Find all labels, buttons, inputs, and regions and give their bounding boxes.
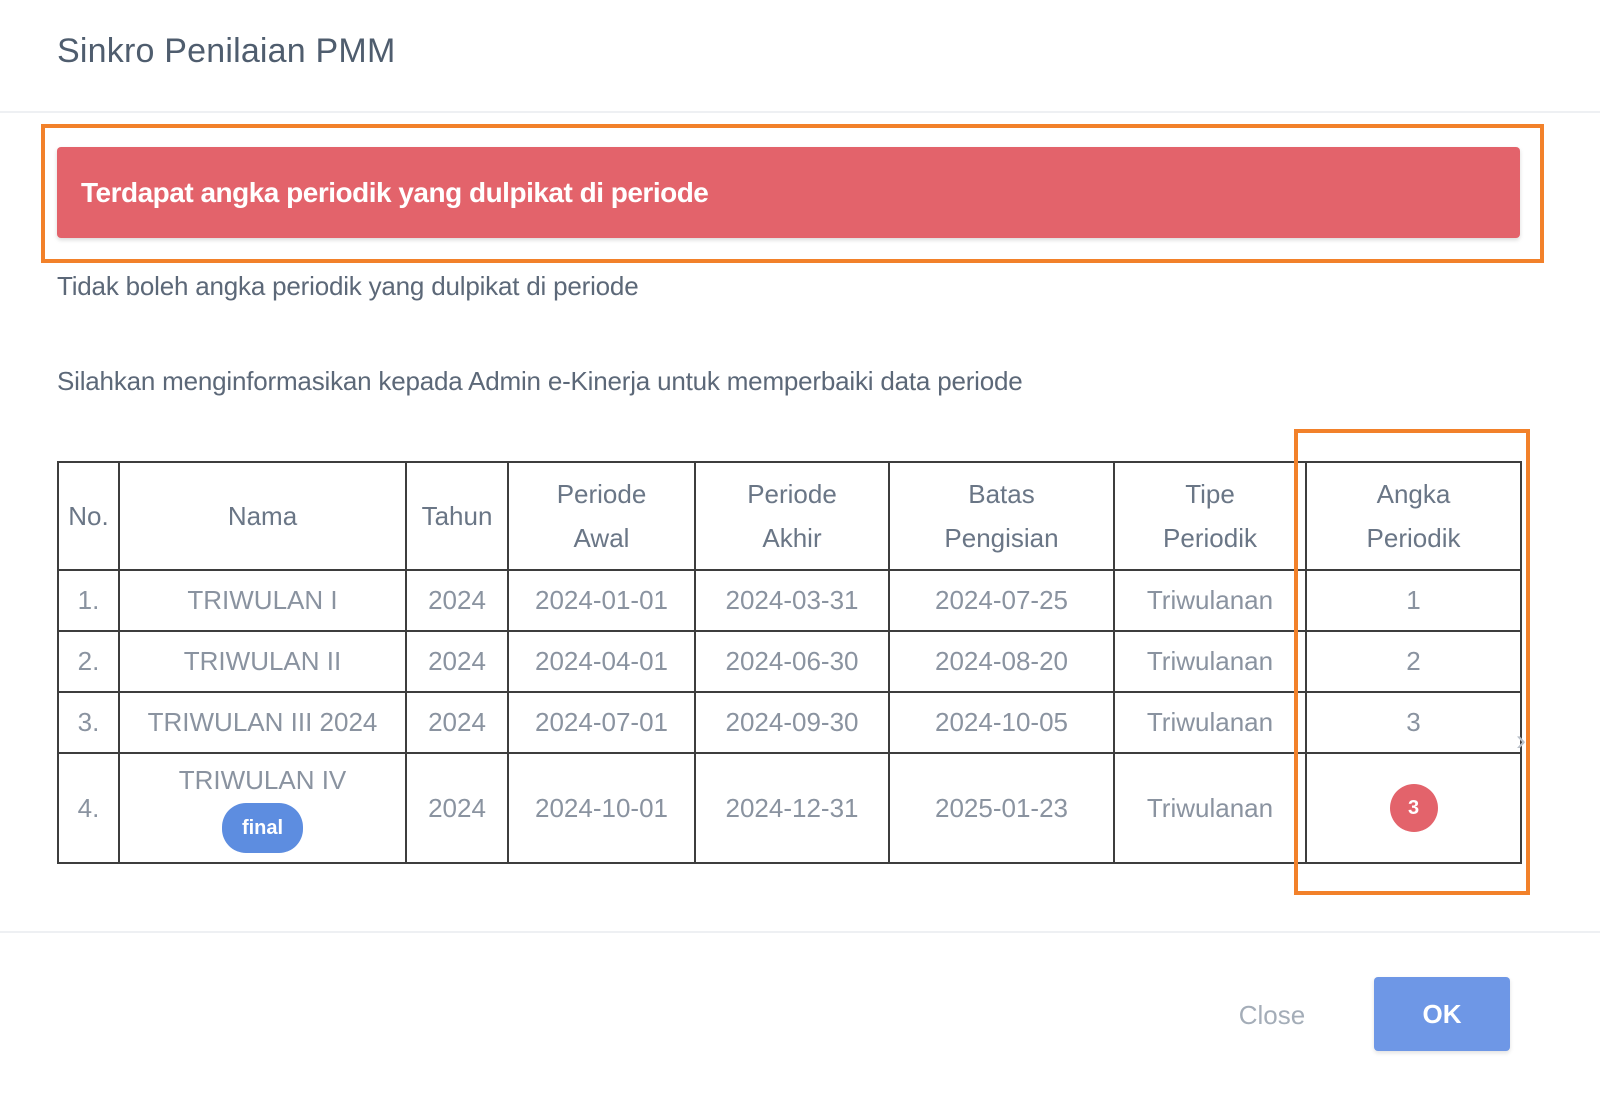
header-periode-awal[interactable]: Periode Awal (508, 462, 695, 570)
cell-nama: TRIWULAN III 2024 (119, 692, 406, 753)
cell-no: 4. (58, 753, 119, 863)
cell-tipe-periodik: Triwulanan (1114, 631, 1306, 692)
header-batas-pengisian[interactable]: Batas Pengisian (889, 462, 1114, 570)
modal-title: Sinkro Penilaian PMM (57, 32, 396, 70)
ok-button[interactable]: OK (1374, 977, 1510, 1051)
cell-tipe-periodik: Triwulanan (1114, 692, 1306, 753)
cell-periode-awal: 2024-04-01 (508, 631, 695, 692)
close-button[interactable]: Close (1222, 995, 1322, 1035)
cell-tipe-periodik: Triwulanan (1114, 570, 1306, 631)
cell-angka-periodik: 1 (1306, 570, 1521, 631)
header-periode-akhir[interactable]: Periode Akhir (695, 462, 889, 570)
chevron-right-icon[interactable]: › (1516, 724, 1526, 757)
header-tipe-periodik[interactable]: Tipe Periodik (1114, 462, 1306, 570)
duplicate-angka-badge: 3 (1390, 784, 1438, 832)
cell-nama: TRIWULAN I (119, 570, 406, 631)
header-tahun[interactable]: Tahun (406, 462, 508, 570)
cell-periode-awal: 2024-10-01 (508, 753, 695, 863)
info-message-2: Silahkan menginformasikan kepada Admin e-Kinerja untuk memperbaiki data periode (57, 366, 1023, 396)
header-nama[interactable]: Nama (119, 462, 406, 570)
table-row (58, 753, 1521, 863)
cell-nama: TRIWULAN II (119, 631, 406, 692)
header-angka-periodik[interactable]: Angka Periodik (1306, 462, 1521, 570)
cell-no: 3. (58, 692, 119, 753)
alert-highlight-box (41, 124, 1544, 263)
info-message-1: Tidak boleh angka periodik yang dulpikat di periode (57, 271, 639, 301)
cell-tahun: 2024 (406, 570, 508, 631)
cell-periode-awal: 2024-01-01 (508, 570, 695, 631)
table-row (58, 631, 1521, 692)
cell-angka-periodik: 3 (1306, 692, 1521, 753)
cell-tahun: 2024 (406, 753, 508, 863)
cell-periode-awal: 2024-07-01 (508, 692, 695, 753)
cell-nama (119, 753, 406, 863)
final-badge: final (222, 803, 303, 853)
cell-periode-akhir: 2024-12-31 (695, 753, 889, 863)
cell-batas-pengisian: 2024-08-20 (889, 631, 1114, 692)
alert-text: Terdapat angka periodik yang dulpikat di periode (81, 176, 709, 208)
cell-tipe-periodik: Triwulanan (1114, 753, 1306, 863)
modal-header (0, 0, 1600, 113)
table-header-row (58, 462, 1521, 570)
periode-table (57, 461, 1522, 864)
nama-text: TRIWULAN IV (178, 765, 347, 795)
cell-angka-periodik: 2 (1306, 631, 1521, 692)
header-no[interactable]: No. (58, 462, 119, 570)
cell-batas-pengisian: 2024-07-25 (889, 570, 1114, 631)
table-row (58, 570, 1521, 631)
cell-tahun: 2024 (406, 631, 508, 692)
cell-batas-pengisian: 2024-10-05 (889, 692, 1114, 753)
cell-no: 1. (58, 570, 119, 631)
modal-footer (0, 931, 1600, 1099)
cell-periode-akhir: 2024-06-30 (695, 631, 889, 692)
cell-periode-akhir: 2024-03-31 (695, 570, 889, 631)
cell-angka-periodik (1306, 753, 1521, 863)
cell-no: 2. (58, 631, 119, 692)
cell-batas-pengisian: 2025-01-23 (889, 753, 1114, 863)
cell-tahun: 2024 (406, 692, 508, 753)
cell-periode-akhir: 2024-09-30 (695, 692, 889, 753)
table-row (58, 692, 1521, 753)
